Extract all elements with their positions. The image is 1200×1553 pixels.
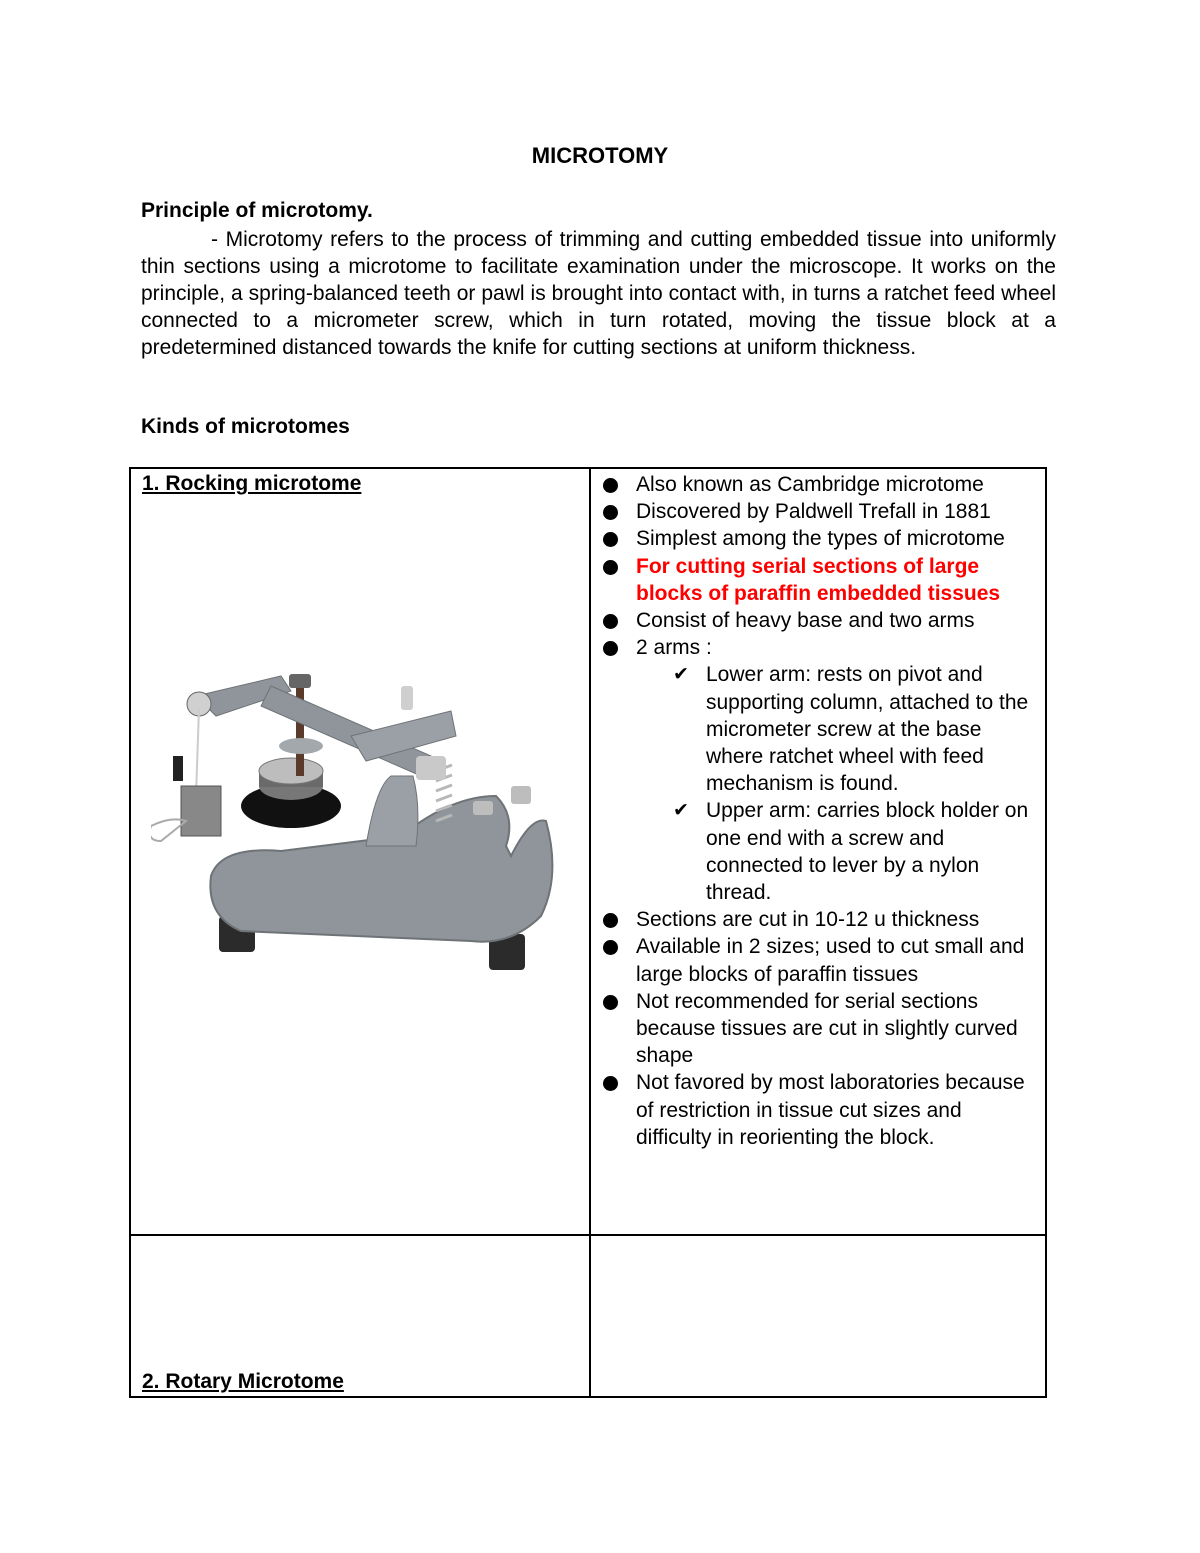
rocking-details-cell <box>590 468 1046 1235</box>
bullet-icon <box>603 614 618 629</box>
list-item: Simplest among the types of microtome <box>591 525 1045 552</box>
list-item: ✔ Lower arm: rests on pivot and supporting column, attached to the micrometer screw at the base where ratchet wheel with feed mechanism is found. <box>673 663 1029 796</box>
bullet-icon <box>603 1076 618 1091</box>
principle-text: - Microtomy refers to the process of trimming and cutting embedded tissue into uniformly thin sections using a microtome to facilitate examination under the microscope. It works on the principle, a spring-balanced teeth or pawl is brought into contact with, in turns a ratchet feed wheel connected to a micrometer screw, which in turn rotated, moving the tissue block at a predetermined distanced towards the knife for cutting sections at uniform thickness. <box>141 228 1056 359</box>
bullet-icon <box>603 940 618 955</box>
rotary-details-cell <box>590 1235 1046 1397</box>
list-item: Not recommended for serial sections because tissues are cut in slightly curved shape <box>591 988 1045 1070</box>
bullet-icon <box>603 641 618 656</box>
list-item: ✔ Upper arm: carries block holder on one end with a screw and connected to lever by a nylon thread. <box>673 799 1029 905</box>
bullet-icon <box>603 478 618 493</box>
list-item: Sections are cut in 10-12 u thickness <box>591 906 1045 933</box>
microtome-illustration <box>151 646 571 1006</box>
list-item: Discovered by Paldwell Trefall in 1881 <box>591 498 1045 525</box>
table-row <box>130 1235 1046 1397</box>
bullet-icon <box>603 505 618 520</box>
table-row <box>130 468 1046 1235</box>
rocking-heading: 1. Rocking microtome <box>142 472 362 495</box>
checkmark-icon: ✔ <box>673 664 689 686</box>
list-item: Consist of heavy base and two arms <box>591 607 1045 634</box>
bullet-icon <box>603 995 618 1010</box>
rocking-bullet-list <box>591 469 1045 1151</box>
list-item: Also known as Cambridge microtome <box>591 471 1045 498</box>
list-item: Available in 2 sizes; used to cut small and large blocks of paraffin tissues <box>591 933 1045 987</box>
principle-heading: Principle of microtomy. <box>141 199 373 222</box>
bullet-icon <box>603 913 618 928</box>
rocking-microtome-image <box>151 646 571 1006</box>
kinds-heading: Kinds of microtomes <box>141 415 350 438</box>
bullet-icon <box>603 532 618 547</box>
principle-paragraph <box>141 226 1056 361</box>
rotary-cell <box>130 1235 590 1397</box>
bullet-icon <box>603 560 618 575</box>
checkmark-icon: ✔ <box>673 800 689 822</box>
list-item: Not favored by most laboratories because of restriction in tissue cut sizes and difficulty in reorienting the block. <box>591 1069 1045 1151</box>
microtome-table <box>129 467 1047 1398</box>
list-item: 2 arms : ✔ Lower arm: rests on pivot and supporting column, attached to the micrometer screw at the base where ratchet wheel with feed mechanism is found. ✔ Upper arm: carries block holder on one end with a screw and connected to lever by a nylon thread. <box>591 634 1045 906</box>
page-title: MICROTOMY <box>531 143 669 168</box>
rocking-cell <box>130 468 590 1235</box>
list-item-highlight: For cutting serial sections of large blocks of paraffin embedded tissues <box>591 553 1045 607</box>
rotary-heading: 2. Rotary Microtome <box>142 1370 344 1393</box>
arms-sublist <box>636 661 1037 906</box>
